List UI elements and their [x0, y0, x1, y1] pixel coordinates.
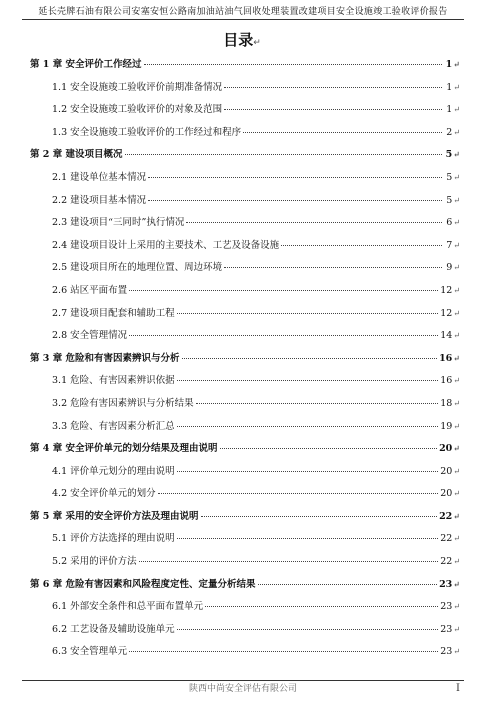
toc-section-entry[interactable] — [30, 621, 460, 644]
title-text: 目录 — [223, 31, 254, 49]
toc-entry-page: 1 — [446, 81, 453, 93]
toc-entry-label: 1.1 安全设施竣工验收评价前期准备情况 — [52, 81, 223, 93]
dot-leader — [139, 561, 439, 562]
toc-entry-page: 22 — [439, 510, 453, 522]
toc-section-entry[interactable] — [30, 192, 460, 215]
toc-section-entry[interactable] — [30, 305, 460, 328]
toc-entry-page: 19 — [440, 420, 453, 432]
toc-section-entry[interactable] — [30, 530, 460, 553]
toc-entry-page: 20 — [440, 465, 453, 477]
dot-leader — [182, 358, 438, 359]
toc-entry-label: 2.3 建设项目“三同时”执行情况 — [52, 217, 185, 229]
toc-entry-label: 第 6 章 危险有害因素和风险程度定性、定量分析结果 — [30, 578, 256, 590]
paragraph-mark: ↵ — [453, 421, 460, 431]
toc-section-entry[interactable] — [30, 79, 460, 102]
toc-entry-label: 第 3 章 危险和有害因素辨识与分析 — [30, 352, 180, 364]
paragraph-mark: ↵ — [453, 285, 460, 295]
toc-entry-page: 23 — [440, 623, 453, 635]
page-footer — [22, 680, 464, 701]
dot-leader — [224, 87, 442, 88]
toc-chapter-entry[interactable] — [30, 576, 460, 599]
paragraph-mark: ↵ — [453, 443, 460, 454]
toc-entry-label: 第 2 章 建设项目概况 — [30, 149, 123, 161]
dot-leader — [177, 380, 439, 381]
toc-entry-page: 6 — [446, 217, 453, 229]
toc-entry-label: 3.1 危险、有害因素辨识依据 — [52, 375, 175, 387]
paragraph-mark: ↵ — [453, 149, 460, 160]
toc-entry-label: 6.1 外部安全条件和总平面布置单元 — [52, 601, 204, 613]
toc-chapter-entry[interactable] — [30, 56, 460, 79]
toc-entry-page: 1 — [445, 59, 453, 70]
paragraph-mark: ↵ — [453, 557, 460, 567]
toc-entry-page: 22 — [440, 556, 453, 568]
paragraph-mark: ↵ — [453, 218, 460, 228]
toc-entry-label: 6.2 工艺设备及辅助设施单元 — [52, 623, 175, 635]
dot-leader — [129, 335, 438, 336]
toc-entry-label: 6.3 安全管理单元 — [52, 646, 128, 658]
dot-leader — [220, 448, 438, 449]
toc-section-entry[interactable] — [30, 643, 460, 666]
toc-entry-page: 14 — [440, 330, 453, 342]
dot-leader — [177, 471, 439, 472]
toc-entry-label: 2.2 建设项目基本情况 — [52, 194, 147, 206]
toc-entry-page: 18 — [440, 397, 453, 409]
toc-entry-label: 1.3 安全设施竣工验收评价的工作经过和程序 — [52, 126, 242, 138]
paragraph-mark: ↵ — [453, 263, 460, 273]
toc-section-entry[interactable] — [30, 418, 460, 441]
dot-leader — [144, 64, 443, 65]
toc-entry-page: 1 — [446, 104, 453, 116]
toc-section-entry[interactable] — [30, 327, 460, 350]
dot-leader — [177, 538, 439, 539]
toc-section-entry[interactable] — [30, 463, 460, 486]
toc-entry-label: 5.1 评价方法选择的理由说明 — [52, 533, 175, 545]
toc-entry-label: 2.4 建设项目设计上采用的主要技术、工艺及设备设施 — [52, 239, 280, 251]
paragraph-mark: ↵ — [453, 376, 460, 386]
footer-page-number: I — [456, 683, 460, 694]
table-of-contents — [30, 56, 460, 666]
toc-section-entry[interactable] — [30, 214, 460, 237]
paragraph-mark: ↵ — [453, 59, 460, 69]
dot-leader — [224, 267, 442, 268]
toc-entry-page: 23 — [440, 601, 453, 613]
toc-chapter-entry[interactable] — [30, 350, 460, 373]
toc-entry-page: 7 — [446, 239, 453, 251]
dot-leader — [186, 222, 442, 223]
toc-section-entry[interactable] — [30, 101, 460, 124]
paragraph-mark: ↵ — [453, 127, 460, 137]
toc-chapter-entry[interactable] — [30, 146, 460, 169]
paragraph-mark: ↵ — [453, 172, 460, 182]
toc-entry-page: 16 — [440, 375, 453, 387]
dot-leader — [177, 629, 439, 630]
paragraph-mark: ↵ — [453, 240, 460, 250]
dot-leader — [243, 132, 442, 133]
toc-entry-page: 23 — [439, 578, 453, 590]
toc-entry-label: 2.1 建设单位基本情况 — [52, 171, 147, 183]
toc-section-entry[interactable] — [30, 282, 460, 305]
toc-entry-page: 16 — [439, 352, 453, 364]
toc-entry-label: 第 4 章 安全评价单元的划分结果及理由说明 — [30, 443, 218, 455]
dot-leader — [205, 606, 438, 607]
toc-entry-label: 3.3 危险、有害因素分析汇总 — [52, 420, 175, 432]
toc-entry-label: 4.1 评价单元划分的理由说明 — [52, 465, 175, 477]
toc-entry-label: 2.6 站区平面布置 — [52, 284, 128, 296]
paragraph-mark: ↵ — [453, 82, 460, 92]
toc-chapter-entry[interactable] — [30, 440, 460, 463]
toc-entry-page: 9 — [446, 262, 453, 274]
toc-entry-page: 5 — [446, 194, 453, 206]
toc-entry-page: 20 — [439, 443, 453, 455]
paragraph-mark: ↵ — [453, 195, 460, 205]
paragraph-mark: ↵ — [253, 38, 261, 48]
dot-leader — [201, 516, 438, 517]
dot-leader — [177, 426, 439, 427]
toc-entry-page: 23 — [440, 646, 453, 658]
paragraph-mark: ↵ — [453, 331, 460, 341]
toc-entry-page: 22 — [440, 533, 453, 545]
toc-section-entry[interactable] — [30, 237, 460, 260]
paragraph-mark: ↵ — [453, 308, 460, 318]
paragraph-mark: ↵ — [453, 105, 460, 115]
page-title — [0, 29, 484, 50]
dot-leader — [177, 313, 439, 314]
toc-entry-page: 20 — [440, 488, 453, 500]
dot-leader — [158, 493, 439, 494]
paragraph-mark: ↵ — [453, 602, 460, 612]
dot-leader — [125, 154, 443, 155]
toc-entry-label: 2.5 建设项目所在的地理位置、周边环境 — [52, 262, 223, 274]
paragraph-mark: ↵ — [453, 398, 460, 408]
dot-leader — [196, 403, 439, 404]
toc-section-entry[interactable] — [30, 598, 460, 621]
toc-section-entry[interactable] — [30, 372, 460, 395]
toc-entry-label: 第 5 章 采用的安全评价方法及理由说明 — [30, 510, 199, 522]
dot-leader — [129, 651, 438, 652]
toc-section-entry[interactable] — [30, 395, 460, 418]
toc-entry-label: 5.2 采用的评价方法 — [52, 556, 137, 568]
toc-section-entry[interactable] — [30, 553, 460, 576]
paragraph-mark: ↵ — [453, 466, 460, 476]
dot-leader — [129, 290, 438, 291]
toc-section-entry[interactable] — [30, 259, 460, 282]
toc-entry-page: 12 — [440, 307, 453, 319]
toc-entry-label: 4.2 安全评价单元的划分 — [52, 488, 156, 500]
paragraph-mark: ↵ — [453, 647, 460, 657]
toc-entry-label: 2.7 建设项目配套和辅助工程 — [52, 307, 175, 319]
paragraph-mark: ↵ — [453, 624, 460, 634]
dot-leader — [224, 109, 442, 110]
dot-leader — [258, 584, 438, 585]
toc-entry-page: 2 — [446, 126, 453, 138]
toc-entry-page: 5 — [445, 149, 453, 161]
toc-section-entry[interactable] — [30, 485, 460, 508]
toc-section-entry[interactable] — [30, 169, 460, 192]
footer-company: 陕西中尚安全评估有限公司 — [188, 684, 297, 694]
dot-leader — [148, 177, 442, 178]
dot-leader — [148, 200, 442, 201]
toc-entry-page: 12 — [440, 284, 453, 296]
toc-section-entry[interactable] — [30, 124, 460, 147]
toc-entry-label: 第 1 章 安全评价工作经过 — [30, 59, 142, 70]
toc-entry-label: 1.2 安全设施竣工验收评价的对象及范围 — [52, 104, 223, 116]
paragraph-mark: ↵ — [453, 534, 460, 544]
toc-entry-page: 5 — [446, 171, 453, 183]
paragraph-mark: ↵ — [453, 510, 460, 521]
dot-leader — [281, 245, 442, 246]
running-header: 延长壳牌石油有限公司安塞安恒公路南加油站油气回收处理装置改建项目安全设施竣工验收评价报告 — [22, 6, 464, 20]
paragraph-mark: ↵ — [453, 489, 460, 499]
toc-chapter-entry[interactable] — [30, 508, 460, 531]
paragraph-mark: ↵ — [453, 578, 460, 589]
paragraph-mark: ↵ — [453, 352, 460, 363]
toc-entry-label: 3.2 危险有害因素辨识与分析结果 — [52, 397, 194, 409]
toc-entry-label: 2.8 安全管理情况 — [52, 330, 128, 342]
